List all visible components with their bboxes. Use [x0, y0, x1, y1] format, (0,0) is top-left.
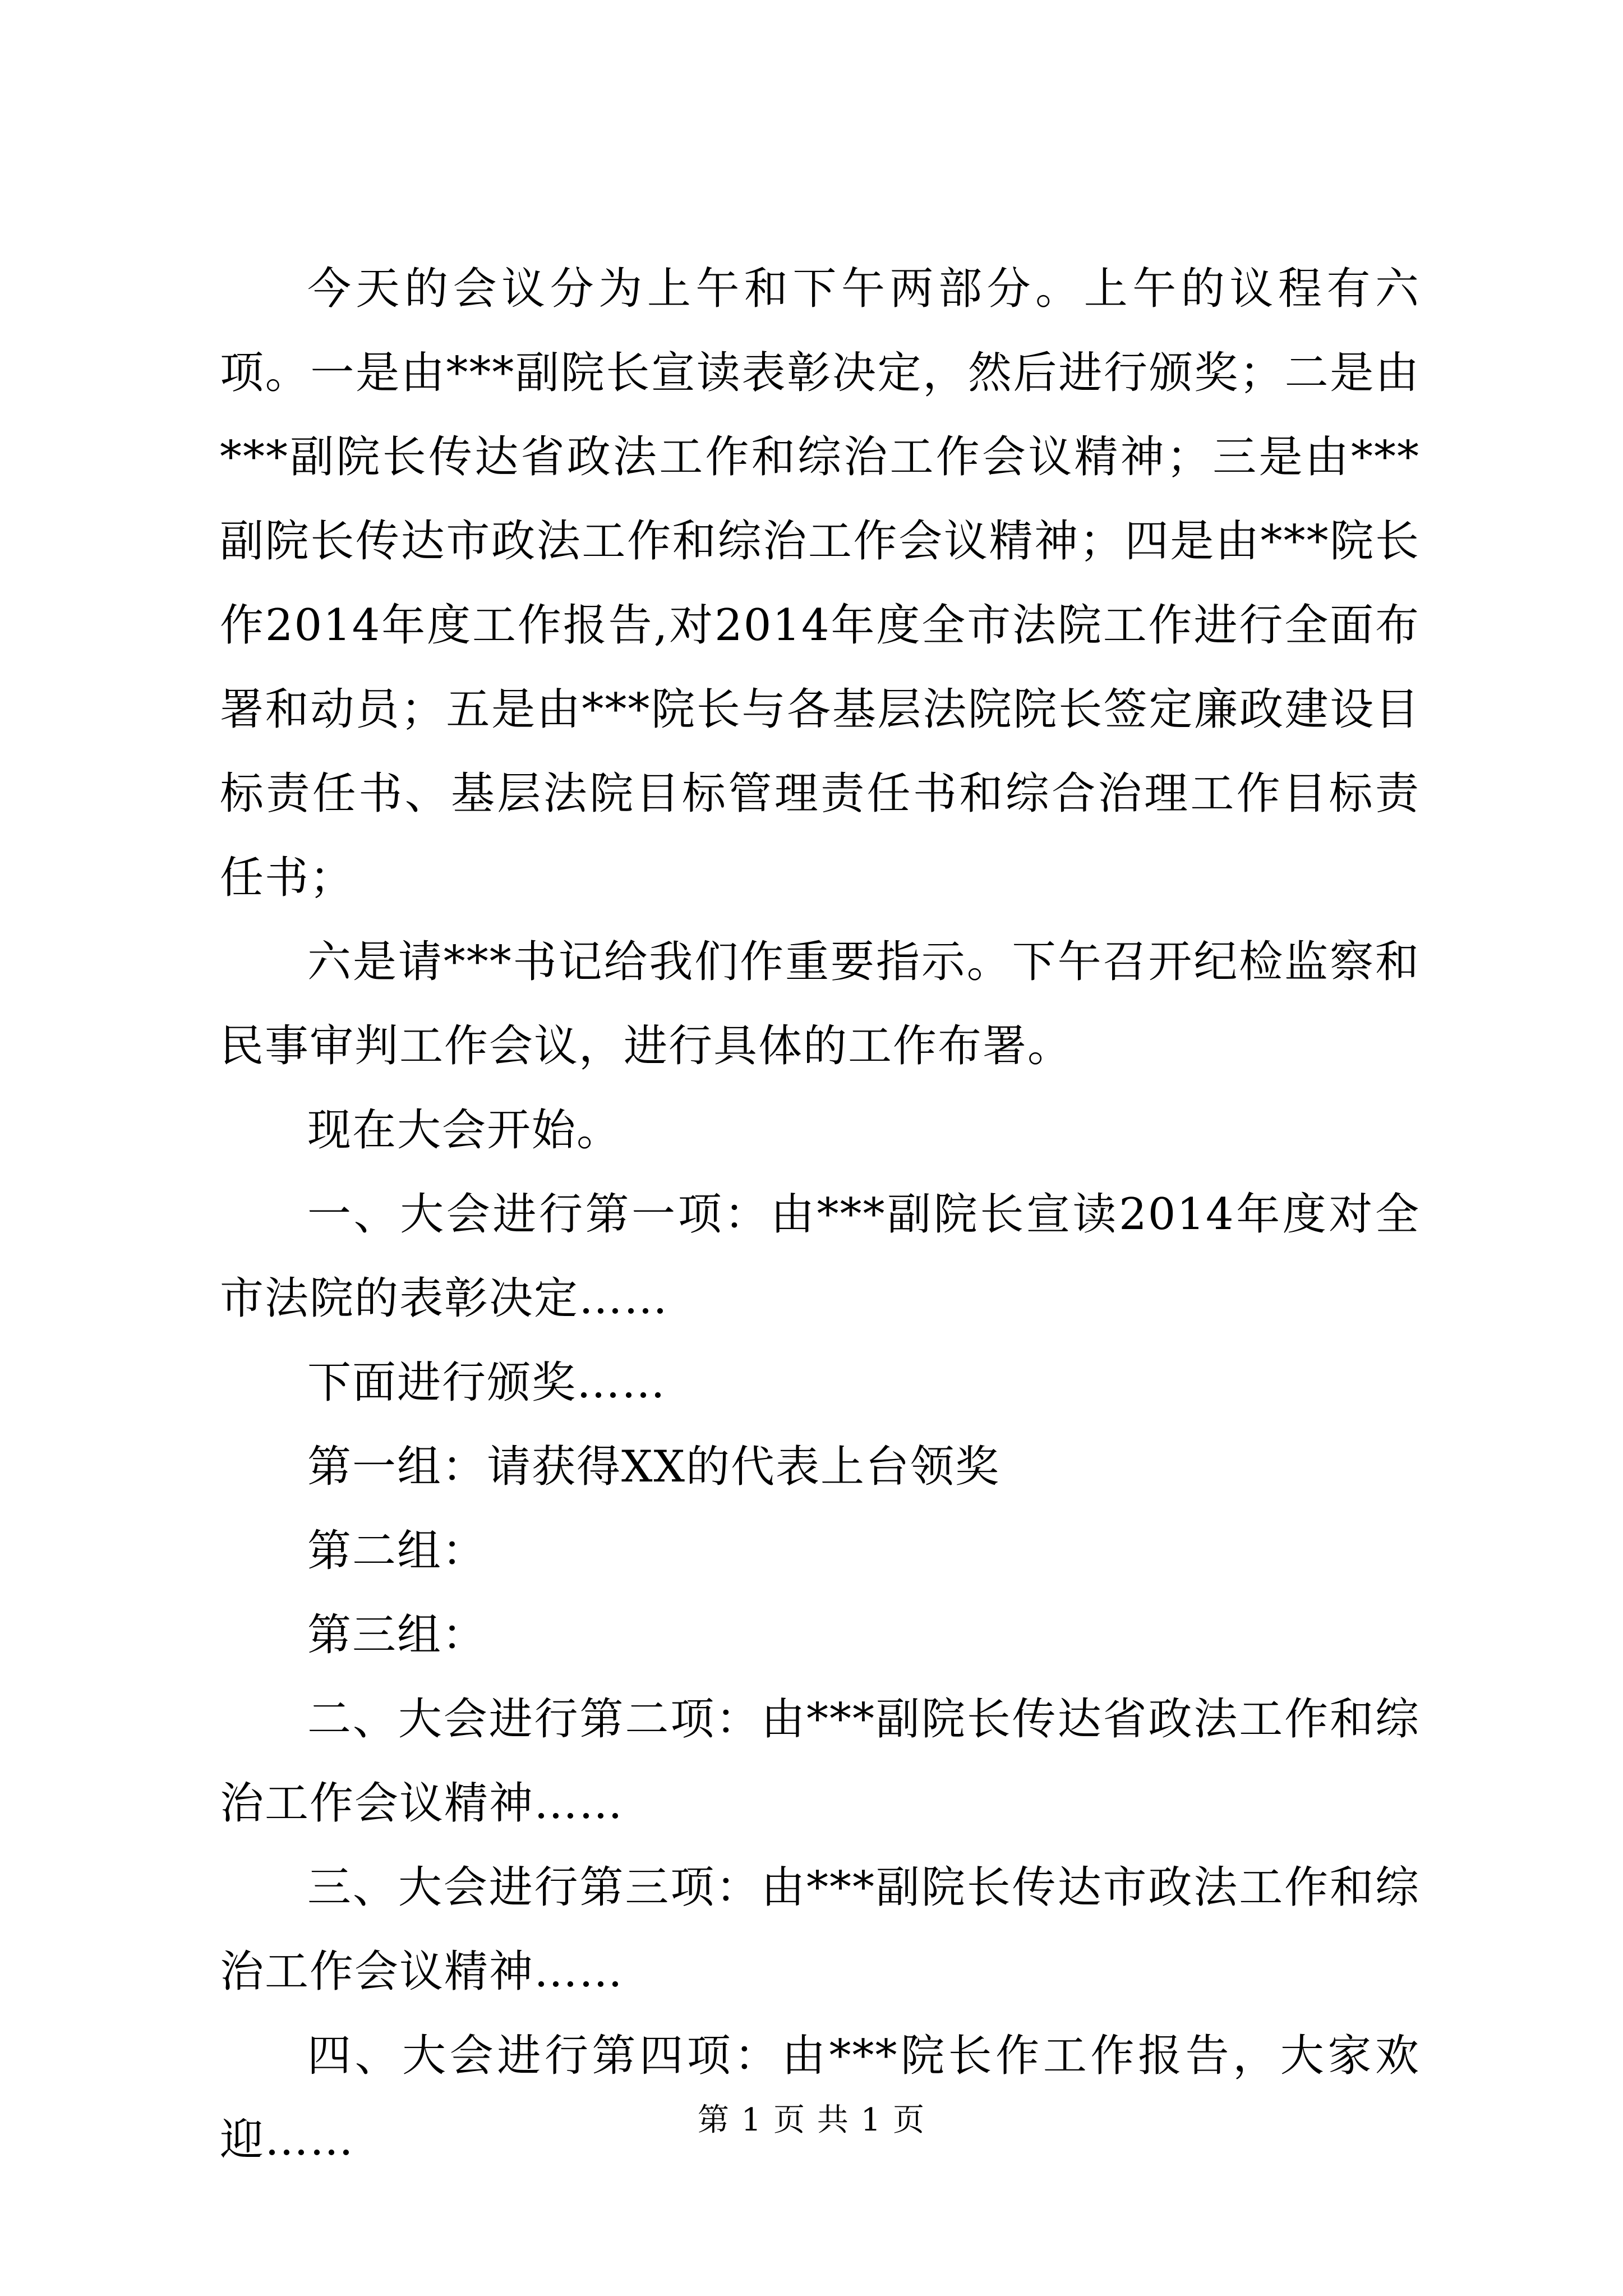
page-number-footer: 第 1 页 共 1 页 — [697, 2102, 926, 2138]
paragraph-group-two: 第二组： — [307, 1526, 487, 1576]
paragraph-agenda-overview: 今天的会议分为上午和下午两部分。上午的议程有六项。一是由***副院长宣读表彰决定，然后进行颁奖；二是由***副院长传达省政法工作和综治工作会议精神；三是由***副院长传达市政法工作和综治工作会议精神；四是由***院长作2014年度工作报告,对2014年度全市法院工作进行全面布署和动员；五是由***院长与各基层法院院长签定廉政建设目标责任书、基层法院目标管理责任书和综合治理工作目标责任书； — [220, 264, 1420, 903]
paragraph-awards: 下面进行颁奖…… — [307, 1358, 667, 1408]
paragraph-item-four: 四、大会进行第四项：由***院长作工作报告，大家欢迎…… — [220, 2031, 1420, 2165]
paragraph-agenda-item-six: 六是请***书记给我们作重要指示。下午召开纪检监察和民事审判工作会议，进行具体的工作布署。 — [220, 937, 1420, 1071]
paragraph-item-two: 二、大会进行第二项：由***副院长传达省政法工作和综治工作会议精神…… — [220, 1694, 1420, 1829]
paragraph-item-three: 三、大会进行第三项：由***副院长传达市政法工作和综治工作会议精神…… — [220, 1862, 1420, 1997]
paragraph-group-three: 第三组： — [307, 1610, 487, 1660]
paragraph-meeting-start: 现在大会开始。 — [307, 1105, 622, 1156]
paragraph-item-one: 一、大会进行第一项：由***副院长宣读2014年度对全市法院的表彰决定…… — [220, 1189, 1420, 1324]
document-body — [220, 247, 1420, 2182]
paragraph-group-one: 第一组：请获得XX的代表上台领奖 — [307, 1442, 1000, 1492]
